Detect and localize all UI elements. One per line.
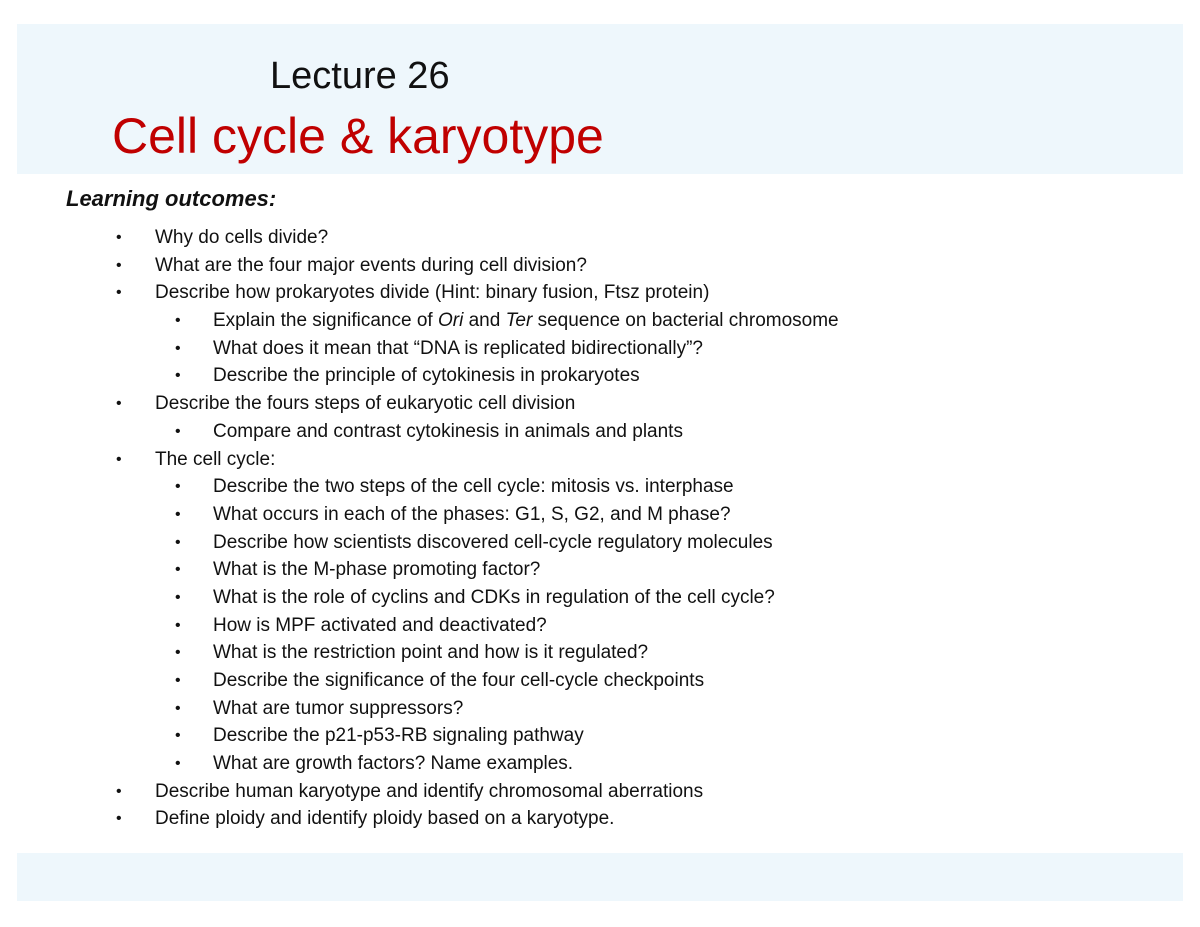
outcome-subitem bbox=[0, 418, 1200, 446]
bullet-icon: • bbox=[175, 672, 181, 689]
outcome-item bbox=[0, 446, 1200, 474]
bullet-icon: • bbox=[116, 395, 122, 413]
outcome-subitem bbox=[0, 307, 1200, 335]
outcome-text: Why do cells divide? bbox=[155, 227, 329, 248]
outcome-text: Describe the two steps of the cell cycle: mitosis vs. interphase bbox=[213, 476, 734, 498]
outcome-item bbox=[0, 224, 1200, 252]
outcome-text: What are growth factors? Name examples. bbox=[213, 753, 574, 775]
bullet-icon: • bbox=[175, 533, 181, 551]
outcome-text: What is the role of cyclins and CDKs in regulation of the cell cycle? bbox=[213, 586, 775, 608]
outcome-text: Describe the p21-p53-RB signaling pathway bbox=[213, 725, 584, 747]
outcome-text: Describe how scientists discovered cell-cycle regulatory molecules bbox=[213, 531, 773, 553]
bullet-icon: • bbox=[175, 699, 181, 717]
bullet-icon: • bbox=[116, 782, 122, 800]
learning-outcomes-heading: Learning outcomes: bbox=[66, 186, 277, 211]
outcome-text-part: Explain the significance of bbox=[213, 310, 438, 332]
outcome-text: What is the restriction point and how is it regulated? bbox=[213, 642, 649, 664]
outcome-item bbox=[0, 279, 1200, 307]
outcome-item bbox=[0, 252, 1200, 280]
outcome-text bbox=[213, 307, 839, 335]
outcome-text: What are tumor suppressors? bbox=[213, 697, 464, 719]
bullet-icon: • bbox=[175, 644, 181, 662]
outcome-subitem bbox=[0, 695, 1200, 723]
outcome-text: What are the four major events during cell division? bbox=[155, 254, 587, 276]
outcome-item bbox=[0, 778, 1200, 806]
outcome-text: What does it mean that “DNA is replicated bidirectionally”? bbox=[213, 337, 704, 359]
outcome-subitem bbox=[0, 335, 1200, 363]
outcome-text: Describe human karyotype and identify chromosomal aberrations bbox=[155, 780, 704, 802]
slide-title: Cell cycle & karyotype bbox=[112, 108, 604, 164]
outcome-subitem bbox=[0, 529, 1200, 557]
outcome-text: Describe the fours steps of eukaryotic cell division bbox=[155, 393, 576, 415]
bullet-icon: • bbox=[175, 505, 181, 523]
bullet-icon: • bbox=[175, 339, 181, 357]
bullet-icon: • bbox=[116, 810, 122, 828]
bullet-icon: • bbox=[175, 727, 181, 745]
outcome-subitem bbox=[0, 639, 1200, 667]
outcome-subitem bbox=[0, 722, 1200, 750]
footer-band bbox=[17, 853, 1183, 901]
learning-outcomes-list bbox=[0, 224, 1200, 833]
outcome-text-part: sequence on bacterial chromosome bbox=[532, 310, 839, 332]
lecture-number: Lecture 26 bbox=[270, 55, 450, 97]
bullet-icon: • bbox=[175, 367, 181, 385]
outcome-text: How is MPF activated and deactivated? bbox=[213, 614, 547, 636]
outcome-subitem bbox=[0, 584, 1200, 612]
bullet-icon: • bbox=[175, 616, 181, 634]
bullet-icon: • bbox=[175, 422, 181, 440]
outcome-subitem bbox=[0, 556, 1200, 584]
outcome-text-part: and bbox=[463, 310, 506, 332]
outcome-text-part: Ter bbox=[505, 310, 533, 332]
outcome-item bbox=[0, 390, 1200, 418]
bullet-icon: • bbox=[116, 229, 122, 246]
bullet-icon: • bbox=[116, 284, 122, 302]
outcome-text: Describe the significance of the four cell-cycle checkpoints bbox=[213, 670, 705, 691]
bullet-icon: • bbox=[116, 450, 122, 468]
outcome-text: Define ploidy and identify ploidy based on a karyotype. bbox=[155, 808, 615, 830]
bullet-icon: • bbox=[175, 478, 181, 496]
outcome-subitem bbox=[0, 667, 1200, 695]
outcome-subitem bbox=[0, 750, 1200, 778]
outcome-text: Compare and contrast cytokinesis in animals and plants bbox=[213, 420, 683, 442]
outcome-text: What is the M-phase promoting factor? bbox=[213, 559, 541, 581]
outcome-subitem bbox=[0, 501, 1200, 529]
bullet-icon: • bbox=[175, 312, 181, 330]
outcome-subitem bbox=[0, 473, 1200, 501]
outcome-subitem bbox=[0, 612, 1200, 640]
bullet-icon: • bbox=[116, 256, 122, 274]
bullet-icon: • bbox=[175, 755, 181, 773]
outcome-text: What occurs in each of the phases: G1, S, G2, and M phase? bbox=[213, 503, 731, 525]
outcome-item bbox=[0, 805, 1200, 833]
outcome-subitem bbox=[0, 362, 1200, 390]
bullet-icon: • bbox=[175, 561, 181, 579]
outcome-text: The cell cycle: bbox=[155, 448, 276, 470]
outcome-text-part: Ori bbox=[437, 310, 464, 332]
bullet-icon: • bbox=[175, 588, 181, 606]
outcome-text: Describe how prokaryotes divide (Hint: binary fusion, Ftsz protein) bbox=[155, 282, 710, 304]
outcome-text: Describe the principle of cytokinesis in prokaryotes bbox=[213, 365, 640, 387]
